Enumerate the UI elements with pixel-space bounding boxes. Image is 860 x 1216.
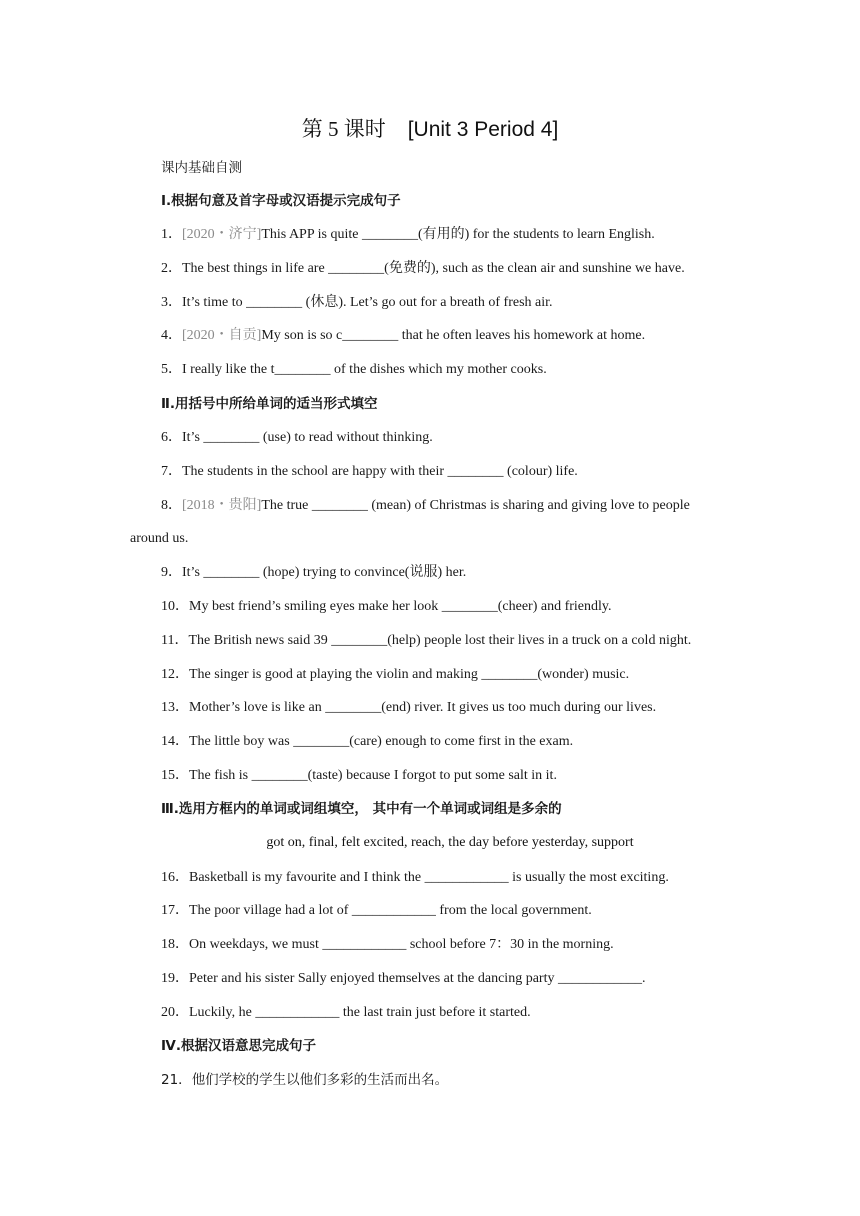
question-5: 5．I really like the t________ of the dishes which my mother cooks.	[161, 362, 547, 377]
question-14: 14．The little boy was ________(care) enough to come first in the exam.	[161, 734, 574, 749]
question-8-continuation: around us.	[130, 531, 189, 546]
question-7: 7．The students in the school are happy with their ________ (colour) life.	[161, 464, 578, 479]
section-heading-3: Ⅲ.选用方框内的单词或词组填空， 其中有一个单词或词组是多余的	[161, 801, 562, 817]
word-box: got on, final, felt excited, reach, the day before yesterday, support	[266, 835, 634, 850]
question-1: 1．[2020・济宁]This APP is quite ________(有用的) for the students to learn English.	[161, 227, 655, 242]
section-heading-1: Ⅰ.根据句意及首字母或汉语提示完成句子	[161, 193, 401, 209]
subtitle: 课内基础自测	[161, 160, 242, 176]
section-heading-2: Ⅱ.用括号中所给单词的适当形式填空	[161, 396, 378, 412]
question-15: 15．The fish is ________(taste) because I forgot to put some salt in it.	[161, 768, 557, 783]
question-19: 19．Peter and his sister Sally enjoyed themselves at the dancing party ____________.	[161, 971, 646, 986]
source-tag: [2020・自贡]	[182, 328, 262, 343]
question-13: 13．Mother’s love is like an ________(end) river. It gives us too much during our lives.	[161, 700, 657, 715]
question-11: 11．The British news said 39 ________(help) people lost their lives in a truck on a cold night.	[161, 633, 692, 648]
question-21: 21．他们学校的学生以他们多彩的生活而出名。	[161, 1072, 449, 1088]
question-3: 3．It’s time to ________ (休息). Let’s go out for a breath of fresh air.	[161, 295, 553, 310]
question-16: 16．Basketball is my favourite and I think the ____________ is usually the most exciting.	[161, 870, 669, 885]
title-zh: 第 5 课时	[301, 117, 386, 141]
question-17: 17．The poor village had a lot of ____________ from the local government.	[161, 903, 592, 918]
page-title	[0, 113, 860, 143]
question-10: 10．My best friend’s smiling eyes make her look ________(cheer) and friendly.	[161, 599, 612, 614]
question-2: 2．The best things in life are ________(免费的), such as the clean air and sunshine we have.	[161, 261, 685, 276]
question-8: 8．[2018・贵阳]The true ________ (mean) of Christmas is sharing and giving love to people	[161, 498, 690, 513]
title-en: [Unit 3 Period 4]	[407, 118, 559, 141]
source-tag: [2018・贵阳]	[182, 498, 262, 513]
source-tag: [2020・济宁]	[182, 227, 262, 242]
question-6: 6．It’s ________ (use) to read without thinking.	[161, 430, 433, 445]
question-4: 4．[2020・自贡]My son is so c________ that he often leaves his homework at home.	[161, 328, 646, 343]
question-12: 12．The singer is good at playing the violin and making ________(wonder) music.	[161, 667, 630, 682]
question-20: 20．Luckily, he ____________ the last train just before it started.	[161, 1005, 531, 1020]
question-18: 18．On weekdays, we must ____________ school before 7：30 in the morning.	[161, 937, 614, 952]
section-heading-4: Ⅳ.根据汉语意思完成句子	[161, 1038, 316, 1054]
question-9: 9．It’s ________ (hope) trying to convince(说服) her.	[161, 565, 467, 580]
